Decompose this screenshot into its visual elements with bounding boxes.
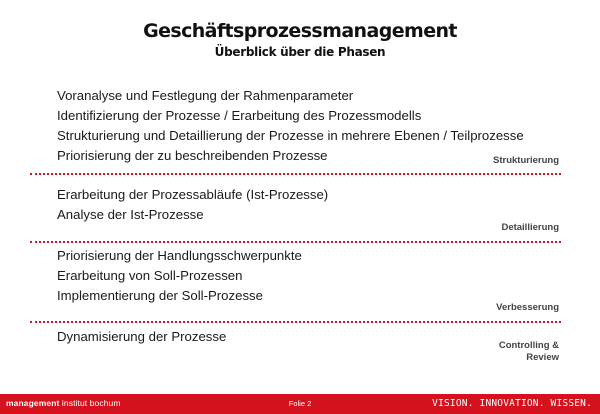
phase-label-line: Review — [526, 352, 559, 363]
phase-item: Analyse der Ist-Prozesse — [57, 207, 204, 222]
phase-divider — [30, 321, 561, 323]
phase-item: Voranalyse und Festlegung der Rahmenparameter — [57, 88, 354, 103]
footer-slogan: VISION. INNOVATION. WISSEN. — [432, 398, 592, 409]
phase-label-strukturierung: Strukturierung — [493, 155, 559, 166]
footer-brand-prefix: management — [6, 398, 60, 408]
phase-divider — [30, 241, 561, 243]
phase-item: Dynamisierung der Prozesse — [57, 329, 227, 344]
slide-subtitle: Überblick über die Phasen — [214, 45, 386, 59]
phase-item: Priorisierung der Handlungsschwerpunkte — [57, 248, 302, 263]
slide-number: Folie 2 — [288, 399, 312, 408]
phase-item: Priorisierung der zu beschreibenden Prozesse — [57, 148, 328, 163]
footer-bar — [0, 394, 600, 414]
phase-label-controlling-review — [499, 340, 559, 364]
phase-item: Strukturierung und Detaillierung der Prozesse in mehrere Ebenen / Teilprozesse — [57, 128, 524, 143]
phase-item: Erarbeitung von Soll-Prozessen — [57, 268, 243, 283]
footer-brand-suffix: institut bochum — [59, 398, 121, 408]
phase-label-verbesserung: Verbesserung — [496, 302, 559, 313]
phase-item: Erarbeitung der Prozessabläufe (Ist-Prozesse) — [57, 187, 329, 202]
phase-label-detaillierung: Detaillierung — [501, 222, 559, 233]
phase-label-line: Controlling & — [498, 340, 559, 351]
phase-item: Identifizierung der Prozesse / Erarbeitung des Prozessmodells — [57, 108, 422, 123]
phase-divider — [30, 173, 561, 175]
slide-title: Geschäftsprozessmanagement — [143, 20, 457, 42]
phase-item: Implementierung der Soll-Prozesse — [57, 288, 263, 303]
